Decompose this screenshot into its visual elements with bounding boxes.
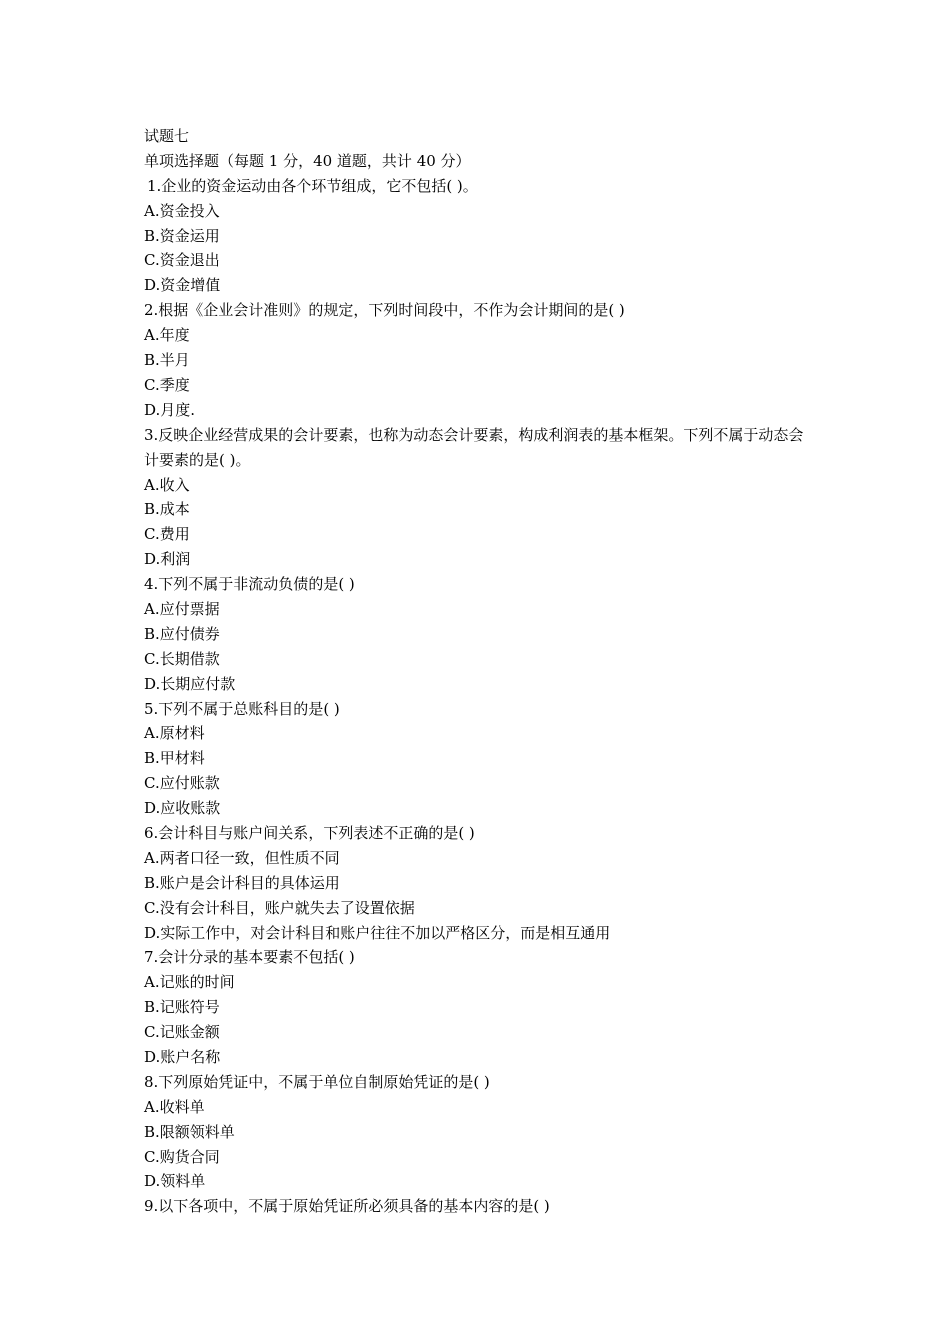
question-4 xyxy=(144,572,814,696)
option-b: B.限额领料单 xyxy=(144,1122,235,1141)
question-stem: 9.以下各项中，不属于原始凭证所必须具备的基本内容的是( ) xyxy=(144,1197,550,1216)
option-a: A.年度 xyxy=(144,326,190,345)
option-d: D.领料单 xyxy=(144,1172,206,1191)
option-c: C.费用 xyxy=(144,525,190,544)
question-stem: 7.会计分录的基本要素不包括( ) xyxy=(144,948,355,967)
option-d: D.实际工作中，对会计科目和账户往往不加以严格区分，而是相互通用 xyxy=(144,923,611,942)
option-a: A.原材料 xyxy=(144,724,205,743)
option-b: B.记账符号 xyxy=(144,998,220,1017)
option-d: D.长期应付款 xyxy=(144,674,236,693)
option-d: D.应收账款 xyxy=(144,799,221,818)
option-c: C.记账金额 xyxy=(144,1023,220,1042)
question-stem: 3.反映企业经营成果的会计要素，也称为动态会计要素，构成利润表的基本框架。下列不属于动态会计要素的是( )。 xyxy=(144,425,804,469)
question-stem: 6.会计科目与账户间关系，下列表述不正确的是( ) xyxy=(144,823,475,842)
option-b: B.账户是会计科目的具体运用 xyxy=(144,873,340,892)
question-8 xyxy=(144,1070,814,1194)
question-stem: 5.下列不属于总账科目的是( ) xyxy=(144,699,340,718)
question-1 xyxy=(144,174,814,298)
option-d: D.利润 xyxy=(144,550,191,569)
question-stem: 4.下列不属于非流动负债的是( ) xyxy=(144,575,355,594)
option-c: C.购货合同 xyxy=(144,1147,220,1166)
question-5 xyxy=(144,697,814,821)
option-c: C.资金退出 xyxy=(144,251,220,270)
option-b: B.半月 xyxy=(144,351,190,370)
option-a: A.收入 xyxy=(144,475,190,494)
option-a: A.收料单 xyxy=(144,1097,205,1116)
option-b: B.应付债券 xyxy=(144,624,220,643)
doc-title: 试题七 xyxy=(144,127,190,145)
option-d: D.资金增值 xyxy=(144,276,221,295)
option-c: C.季度 xyxy=(144,375,190,394)
option-a: A.资金投入 xyxy=(144,201,220,220)
option-c: C.长期借款 xyxy=(144,649,220,668)
option-a: A.记账的时间 xyxy=(144,973,235,992)
option-a: A.两者口径一致，但性质不同 xyxy=(144,848,340,867)
question-2 xyxy=(144,298,814,422)
option-b: B.资金运用 xyxy=(144,226,220,245)
option-a: A.应付票据 xyxy=(144,599,220,618)
question-3 xyxy=(144,423,814,572)
question-7 xyxy=(144,945,814,1069)
question-stem: 8.下列原始凭证中，不属于单位自制原始凭证的是( ) xyxy=(144,1072,490,1091)
document-page xyxy=(144,124,814,1219)
option-c: C.应付账款 xyxy=(144,774,220,793)
question-9 xyxy=(144,1194,814,1219)
option-d: D.月度. xyxy=(144,400,196,419)
question-6 xyxy=(144,821,814,945)
option-b: B.成本 xyxy=(144,500,190,519)
option-c: C.没有会计科目，账户就失去了设置依据 xyxy=(144,898,415,917)
question-stem: 2.根据《企业会计准则》的规定，下列时间段中，不作为会计期间的是( ) xyxy=(144,301,625,320)
section-heading: 单项选择题（每题 1 分，40 道题，共计 40 分） xyxy=(144,151,471,170)
question-stem: 1.企业的资金运动由各个环节组成，它不包括( )。 xyxy=(147,176,478,195)
option-b: B.甲材料 xyxy=(144,749,205,768)
option-d: D.账户名称 xyxy=(144,1047,221,1066)
